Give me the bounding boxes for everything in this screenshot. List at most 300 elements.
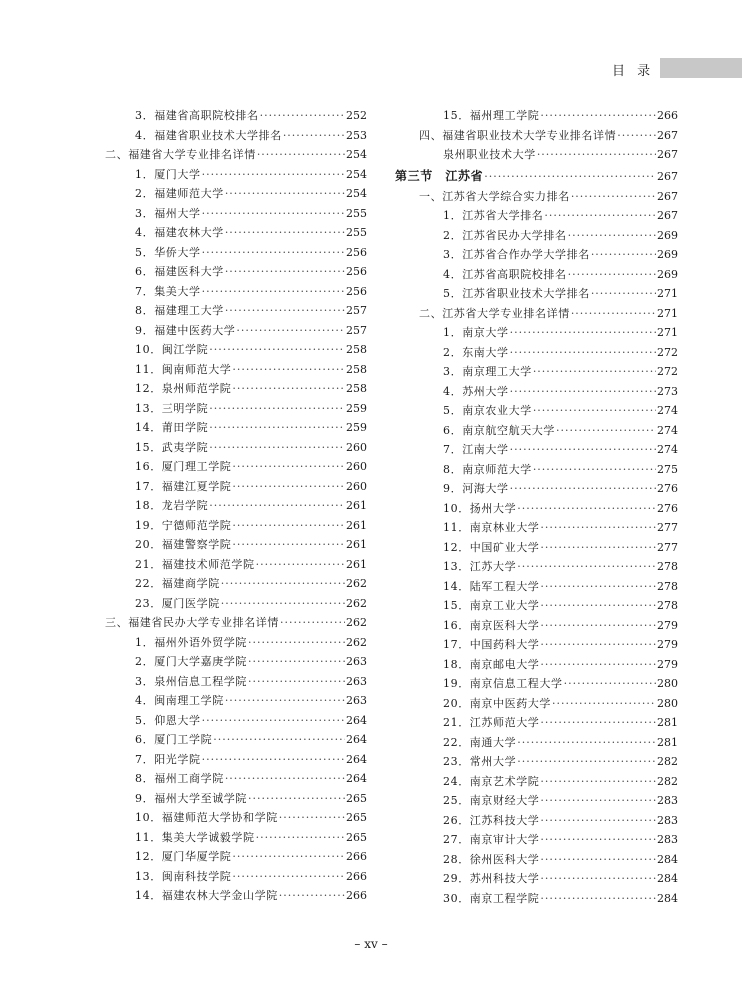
toc-entry[interactable] — [395, 635, 678, 655]
toc-entry-page: 267 — [657, 148, 678, 161]
toc-entry-page: 284 — [657, 891, 678, 905]
dot-leader — [540, 713, 656, 733]
toc-entry-page: 279 — [657, 618, 678, 632]
dot-leader — [225, 301, 345, 321]
toc-entry-title: 3．泉州信息工程学院 — [135, 674, 247, 688]
toc-entry-title: 二、江苏省大学专业排名详情 — [419, 306, 570, 320]
toc-entry-page: 256 — [346, 245, 367, 259]
toc-entry-title: 1．南京大学 — [443, 326, 509, 339]
toc-entry[interactable] — [395, 850, 678, 870]
toc-entry-page: 279 — [657, 657, 678, 671]
toc-right-column — [395, 106, 678, 908]
toc-entry[interactable] — [395, 401, 678, 421]
toc-entry-title: 28．徐州医科大学 — [443, 852, 540, 866]
toc-entry[interactable] — [105, 750, 367, 770]
toc-entry-title: 5．仰恩大学 — [135, 713, 201, 727]
dot-leader — [533, 362, 656, 382]
dot-leader — [564, 674, 656, 694]
toc-entry[interactable] — [105, 379, 367, 399]
dot-leader — [540, 616, 656, 636]
toc-entry-page: 261 — [346, 518, 367, 532]
toc-entry[interactable] — [395, 106, 678, 126]
toc-entry[interactable] — [395, 616, 678, 636]
toc-entry[interactable] — [395, 165, 678, 187]
toc-entry[interactable] — [105, 555, 367, 575]
page-header-title: 目 录 — [612, 64, 655, 79]
toc-entry-page: 281 — [657, 716, 678, 729]
toc-entry-title: 18．南京邮电大学 — [443, 657, 540, 671]
toc-entry-page: 284 — [657, 872, 678, 885]
toc-entry-title: 22．福建商学院 — [135, 577, 220, 590]
dot-leader — [540, 577, 656, 597]
toc-entry-page: 269 — [657, 267, 678, 281]
toc-entry-title: 10．扬州大学 — [443, 501, 517, 515]
toc-entry-title: 17．中国药科大学 — [443, 638, 540, 651]
toc-entry-title: 3．江苏省合作办学大学排名 — [443, 248, 590, 261]
toc-entry-title: 1．江苏省大学排名 — [443, 209, 544, 222]
toc-entry[interactable] — [105, 828, 367, 848]
dot-leader — [540, 772, 656, 792]
toc-entry-page: 271 — [657, 287, 678, 300]
toc-entry-page: 257 — [346, 323, 367, 337]
toc-entry[interactable] — [105, 789, 367, 809]
toc-entry-page: 261 — [346, 499, 367, 512]
toc-entry[interactable] — [105, 340, 367, 360]
toc-entry-title: 14．陆军工程大学 — [443, 579, 540, 593]
toc-entry-page: 267 — [657, 128, 678, 142]
toc-entry-page: 257 — [346, 304, 367, 317]
toc-entry-page: 262 — [346, 596, 367, 610]
toc-entry-title: 25．南京财经大学 — [443, 794, 540, 807]
toc-entry[interactable] — [105, 126, 367, 146]
dot-leader — [540, 596, 656, 616]
toc-entry[interactable] — [395, 538, 678, 558]
dot-leader — [225, 223, 345, 243]
toc-entry-page: 272 — [657, 365, 678, 378]
toc-entry-page: 259 — [346, 421, 367, 434]
dot-leader — [283, 126, 345, 146]
toc-entry-title: 11．集美大学诚毅学院 — [135, 830, 255, 844]
toc-entry-title: 24．南京艺术学院 — [443, 774, 540, 788]
toc-entry-title: 12．泉州师范学院 — [135, 382, 232, 395]
toc-entry-page: 264 — [346, 733, 367, 746]
toc-entry-page: 263 — [346, 655, 367, 668]
toc-entry[interactable] — [395, 206, 678, 226]
toc-entry-page: 256 — [346, 284, 367, 298]
toc-entry-title: 3．南京理工大学 — [443, 365, 532, 378]
toc-entry-title: 26．江苏科技大学 — [443, 813, 540, 827]
dot-leader — [232, 457, 345, 477]
toc-entry-title: 3．福建省高职院校排名 — [135, 109, 259, 122]
toc-entry-title: 17．福建江夏学院 — [135, 479, 232, 493]
toc-entry[interactable] — [105, 535, 367, 555]
toc-entry-page: 267 — [657, 209, 678, 222]
toc-entry-title: 7．集美大学 — [135, 284, 201, 298]
dot-leader — [510, 440, 656, 460]
toc-entry-page: 255 — [346, 226, 367, 239]
toc-entry[interactable] — [105, 282, 367, 302]
toc-entry-title: 6．福建医科大学 — [135, 265, 224, 278]
toc-entry-title: 9．福州大学至诚学院 — [135, 791, 247, 805]
toc-entry-page: 266 — [346, 869, 367, 883]
toc-entry-page: 261 — [346, 538, 367, 551]
toc-entry-page: 265 — [346, 791, 367, 805]
toc-entry-title: 22．南通大学 — [443, 735, 517, 749]
toc-entry-page: 274 — [657, 404, 678, 417]
dot-leader — [544, 206, 656, 226]
toc-entry-title: 16．厦门理工学院 — [135, 460, 232, 473]
dot-leader — [591, 245, 656, 265]
toc-entry-page: 279 — [657, 638, 678, 651]
toc-entry[interactable] — [395, 499, 678, 519]
toc-entry[interactable] — [395, 126, 678, 146]
toc-entry[interactable] — [105, 223, 367, 243]
toc-entry[interactable] — [395, 284, 678, 304]
dot-leader — [517, 557, 656, 577]
toc-entry-page: 254 — [346, 148, 367, 161]
toc-entry-title: 12．中国矿业大学 — [443, 540, 540, 554]
toc-entry[interactable] — [105, 672, 367, 692]
toc-entry-page: 263 — [346, 694, 367, 707]
toc-entry[interactable] — [105, 457, 367, 477]
toc-entry-title: 11．南京林业大学 — [443, 521, 540, 534]
dot-leader — [221, 574, 345, 594]
toc-entry-page: 267 — [657, 169, 678, 183]
toc-entry[interactable] — [395, 674, 678, 694]
toc-entry-title: 15．南京工业大学 — [443, 599, 540, 612]
dot-leader — [225, 769, 345, 789]
dot-leader — [209, 340, 345, 360]
toc-entry-page: 255 — [346, 206, 367, 220]
header-bar — [660, 58, 742, 78]
toc-entry[interactable] — [105, 301, 367, 321]
dot-leader — [209, 438, 345, 458]
toc-entry-title: 2．江苏省民办大学排名 — [443, 228, 567, 242]
toc-entry[interactable] — [395, 479, 678, 499]
toc-entry-title: 27．南京审计大学 — [443, 833, 540, 846]
toc-entry[interactable] — [395, 187, 678, 207]
toc-entry[interactable] — [395, 343, 678, 363]
dot-leader — [248, 652, 345, 672]
toc-entry-page: 265 — [346, 830, 367, 844]
toc-entry[interactable] — [395, 694, 678, 714]
dot-leader — [202, 750, 345, 770]
toc-entry[interactable] — [395, 869, 678, 889]
toc-entry-page: 269 — [657, 228, 678, 242]
dot-leader — [510, 382, 656, 402]
toc-entry-page: 283 — [657, 794, 678, 807]
toc-entry-title: 23．常州大学 — [443, 755, 517, 768]
toc-entry[interactable] — [395, 577, 678, 597]
dot-leader — [540, 889, 656, 909]
toc-entry[interactable] — [105, 594, 367, 614]
dot-leader — [533, 401, 656, 421]
dot-leader — [279, 886, 345, 906]
toc-entry[interactable] — [395, 557, 678, 577]
toc-entry-page: 260 — [346, 479, 367, 493]
toc-entry[interactable] — [105, 633, 367, 653]
dot-leader — [540, 869, 656, 889]
toc-entry-title: 2．福建师范大学 — [135, 187, 224, 200]
dot-leader — [540, 538, 656, 558]
toc-entry-title: 15．武夷学院 — [135, 440, 209, 454]
toc-entry[interactable] — [105, 418, 367, 438]
toc-entry-title: 5．南京农业大学 — [443, 404, 532, 417]
toc-entry-page: 256 — [346, 265, 367, 278]
toc-entry-title: 10．福建师范大学协和学院 — [135, 811, 278, 824]
dot-leader — [202, 204, 345, 224]
dot-leader — [202, 711, 345, 731]
dot-leader — [510, 323, 656, 343]
toc-entry-page: 271 — [657, 326, 678, 339]
toc-entry-page: 264 — [346, 713, 367, 727]
toc-entry-title: 2．东南大学 — [443, 345, 509, 359]
toc-entry[interactable] — [105, 321, 367, 341]
toc-entry-page: 258 — [346, 362, 367, 376]
toc-entry-page: 266 — [346, 850, 367, 863]
toc-entry-page: 278 — [657, 560, 678, 573]
toc-entry-title: 14．莆田学院 — [135, 421, 209, 434]
page-number: – xv – — [354, 937, 388, 951]
toc-entry-page: 267 — [657, 189, 678, 203]
toc-entry-title: 30．南京工程学院 — [443, 891, 540, 905]
toc-entry[interactable] — [105, 886, 367, 906]
toc-entry-title: 7．江南大学 — [443, 443, 509, 456]
dot-leader — [571, 304, 656, 324]
dot-leader — [533, 460, 656, 480]
dot-leader — [540, 518, 656, 538]
dot-leader — [571, 187, 656, 207]
toc-entry[interactable] — [105, 691, 367, 711]
dot-leader — [221, 594, 345, 614]
toc-entry-page: 282 — [657, 774, 678, 788]
toc-entry-page: 272 — [657, 345, 678, 359]
dot-leader — [540, 811, 656, 831]
dot-leader — [209, 418, 345, 438]
toc-entry-title: 一、江苏省大学综合实力排名 — [419, 189, 570, 203]
toc-entry-title: 泉州职业技术大学 — [443, 148, 536, 161]
toc-entry[interactable] — [105, 184, 367, 204]
toc-entry-page: 262 — [346, 577, 367, 590]
dot-leader — [279, 808, 345, 828]
dot-leader — [510, 479, 656, 499]
toc-entry[interactable] — [395, 655, 678, 675]
toc-entry[interactable] — [105, 711, 367, 731]
toc-entry-title: 四、福建省职业技术大学专业排名详情 — [419, 128, 617, 142]
dot-leader — [510, 343, 656, 363]
toc-entry-page: 280 — [657, 696, 678, 710]
toc-entry-title: 8．南京师范大学 — [443, 462, 532, 476]
toc-entry-page: 262 — [346, 616, 367, 629]
toc-entry[interactable] — [105, 438, 367, 458]
dot-leader — [232, 360, 345, 380]
toc-entry-title: 三、福建省民办大学专业排名详情 — [105, 616, 279, 629]
toc-entry[interactable] — [395, 830, 678, 850]
dot-leader — [202, 165, 345, 185]
toc-entry-title: 1．福州外语外贸学院 — [135, 635, 247, 649]
dot-leader — [517, 733, 656, 753]
dot-leader — [552, 694, 656, 714]
dot-leader — [232, 477, 345, 497]
toc-entry[interactable] — [105, 496, 367, 516]
toc-entry[interactable] — [105, 769, 367, 789]
toc-entry-page: 274 — [657, 443, 678, 456]
dot-leader — [232, 379, 345, 399]
toc-entry-page: 260 — [346, 460, 367, 473]
toc-entry-page: 263 — [346, 674, 367, 688]
toc-entry-page: 260 — [346, 440, 367, 454]
toc-entry-title: 9．河海大学 — [443, 482, 509, 495]
toc-entry[interactable] — [395, 889, 678, 909]
toc-entry-page: 258 — [346, 382, 367, 395]
toc-entry-page: 258 — [346, 343, 367, 356]
toc-entry-title: 23．厦门医学院 — [135, 596, 220, 610]
toc-entry-title: 20．福建警察学院 — [135, 538, 232, 551]
toc-entry-title: 12．厦门华厦学院 — [135, 850, 232, 863]
toc-entry[interactable] — [395, 752, 678, 772]
toc-entry-page: 276 — [657, 482, 678, 495]
toc-entry-page: 266 — [657, 109, 678, 122]
toc-entry[interactable] — [105, 652, 367, 672]
dot-leader — [540, 850, 656, 870]
toc-entry-page: 252 — [346, 109, 367, 122]
toc-entry-page: 276 — [657, 501, 678, 515]
toc-entry-page: 281 — [657, 735, 678, 749]
toc-entry-title: 2．厦门大学嘉庚学院 — [135, 655, 247, 668]
toc-entry[interactable] — [395, 382, 678, 402]
toc-entry-page: 283 — [657, 813, 678, 827]
dot-leader — [257, 145, 345, 165]
toc-entry-title: 二、福建省大学专业排名详情 — [105, 148, 256, 161]
dot-leader — [209, 399, 345, 419]
toc-entry-title: 20．南京中医药大学 — [443, 696, 551, 710]
toc-entry[interactable] — [395, 226, 678, 246]
toc-left-column — [105, 106, 367, 906]
toc-entry[interactable] — [105, 106, 367, 126]
toc-entry[interactable] — [105, 808, 367, 828]
dot-leader — [568, 265, 656, 285]
toc-entry-title: 16．南京医科大学 — [443, 618, 540, 632]
toc-entry[interactable] — [395, 733, 678, 753]
dot-leader — [248, 672, 345, 692]
toc-entry[interactable] — [105, 204, 367, 224]
dot-leader — [591, 284, 656, 304]
dot-leader — [202, 243, 345, 263]
dot-leader — [248, 789, 345, 809]
toc-entry[interactable] — [105, 574, 367, 594]
toc-entry[interactable] — [105, 516, 367, 536]
toc-entry[interactable] — [395, 811, 678, 831]
toc-entry-page: 265 — [346, 811, 367, 824]
toc-entry-title: 6．厦门工学院 — [135, 733, 213, 746]
toc-entry-page: 280 — [657, 677, 678, 690]
toc-entry-page: 254 — [346, 167, 367, 181]
toc-entry[interactable] — [395, 362, 678, 382]
dot-leader — [256, 555, 345, 575]
dot-leader — [248, 633, 345, 653]
toc-entry-page: 261 — [346, 557, 367, 571]
toc-entry-page: 254 — [346, 187, 367, 200]
toc-entry-title: 13．三明学院 — [135, 401, 209, 415]
toc-entry-title: 21．江苏师范大学 — [443, 716, 540, 729]
dot-leader — [540, 830, 656, 850]
dot-leader — [556, 421, 656, 441]
toc-entry-page: 259 — [346, 401, 367, 415]
dot-leader — [256, 828, 345, 848]
toc-entry-title: 8．福建理工大学 — [135, 304, 224, 317]
toc-entry[interactable] — [105, 399, 367, 419]
dot-leader — [232, 847, 345, 867]
toc-entry[interactable] — [105, 847, 367, 867]
toc-entry[interactable] — [395, 460, 678, 480]
toc-entry-page: 284 — [657, 852, 678, 866]
toc-entry-title: 3．福州大学 — [135, 206, 201, 220]
toc-entry-page: 283 — [657, 833, 678, 846]
toc-entry-title: 1．厦门大学 — [135, 167, 201, 181]
toc-entry-page: 282 — [657, 755, 678, 768]
toc-entry[interactable] — [105, 477, 367, 497]
dot-leader — [225, 184, 345, 204]
toc-entry-page: 277 — [657, 540, 678, 554]
toc-entry-page: 253 — [346, 128, 367, 142]
toc-entry[interactable] — [105, 867, 367, 887]
toc-entry[interactable] — [395, 145, 678, 165]
toc-entry-title: 第三节 江苏省 — [395, 168, 484, 183]
toc-entry[interactable] — [105, 613, 367, 633]
toc-entry-page: 278 — [657, 599, 678, 612]
dot-leader — [202, 282, 345, 302]
toc-entry-page: 264 — [346, 752, 367, 766]
toc-entry-page: 274 — [657, 423, 678, 437]
toc-entry[interactable] — [105, 730, 367, 750]
toc-entry[interactable] — [395, 265, 678, 285]
toc-entry[interactable] — [395, 323, 678, 343]
dot-leader — [540, 635, 656, 655]
dot-leader — [209, 496, 345, 516]
toc-entry-title: 21．福建技术师范学院 — [135, 557, 255, 571]
toc-entry[interactable] — [105, 262, 367, 282]
toc-entry-title: 5．华侨大学 — [135, 245, 201, 259]
toc-entry[interactable] — [395, 518, 678, 538]
toc-entry-title: 19．宁德师范学院 — [135, 518, 232, 532]
dot-leader — [213, 730, 345, 750]
toc-entry[interactable] — [395, 440, 678, 460]
toc-entry[interactable] — [395, 791, 678, 811]
toc-entry-page: 262 — [346, 635, 367, 649]
dot-leader — [260, 106, 345, 126]
toc-entry[interactable] — [395, 304, 678, 324]
toc-entry[interactable] — [395, 772, 678, 792]
toc-entry-title: 11．闽南师范大学 — [135, 362, 232, 376]
toc-entry[interactable] — [105, 360, 367, 380]
dot-leader — [232, 516, 345, 536]
toc-entry[interactable] — [395, 421, 678, 441]
dot-leader — [225, 262, 345, 282]
dot-leader — [537, 145, 656, 165]
dot-leader — [232, 867, 345, 887]
toc-entry[interactable] — [105, 145, 367, 165]
toc-entry[interactable] — [105, 243, 367, 263]
toc-entry[interactable] — [105, 165, 367, 185]
toc-entry[interactable] — [395, 713, 678, 733]
dot-leader — [484, 166, 656, 188]
toc-entry[interactable] — [395, 596, 678, 616]
toc-entry-page: 273 — [657, 384, 678, 398]
toc-entry[interactable] — [395, 245, 678, 265]
toc-entry-title: 13．江苏大学 — [443, 560, 517, 573]
toc-entry-title: 15．福州理工学院 — [443, 109, 540, 122]
toc-entry-title: 14．福建农林大学金山学院 — [135, 889, 278, 902]
